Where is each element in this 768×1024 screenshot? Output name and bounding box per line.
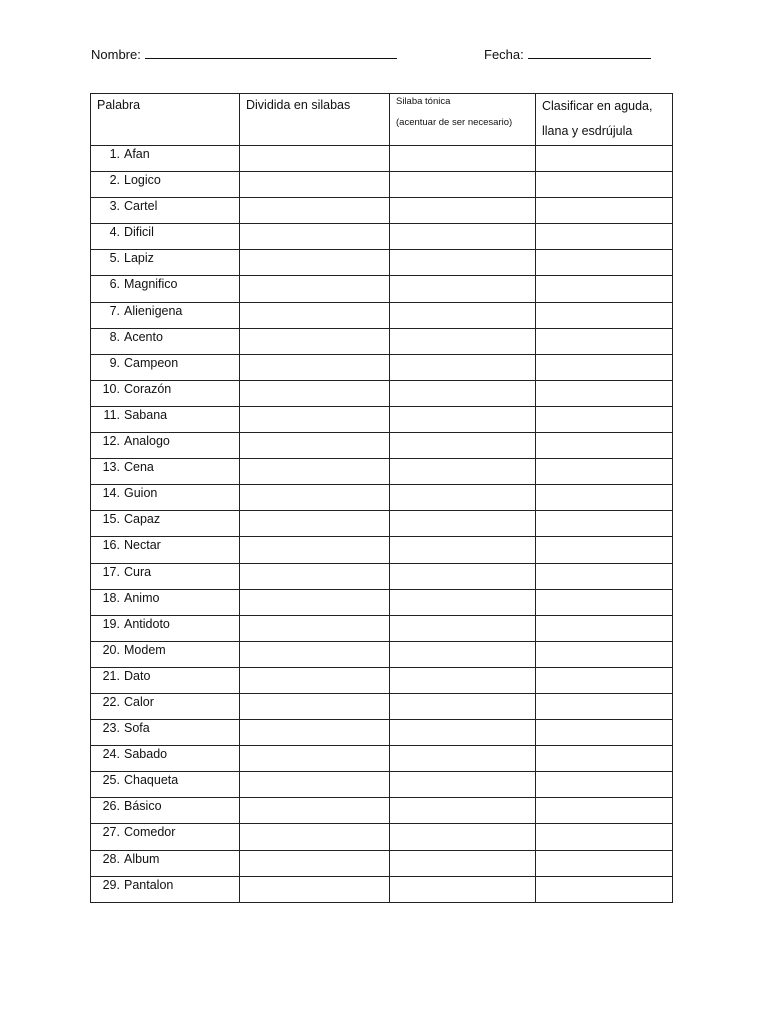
classification-cell[interactable] (536, 276, 673, 302)
item-word: Guion (124, 486, 158, 501)
item-number: 16. (102, 538, 120, 553)
classification-cell[interactable] (536, 537, 673, 563)
stressed-syllable-cell[interactable] (390, 511, 536, 537)
syllables-cell[interactable] (240, 328, 390, 354)
date-blank[interactable] (528, 47, 651, 59)
stressed-syllable-cell[interactable] (390, 172, 536, 198)
word-cell (91, 172, 240, 198)
item-word: Lapiz (124, 251, 154, 266)
syllables-cell[interactable] (240, 537, 390, 563)
classification-cell[interactable] (536, 798, 673, 824)
column-header-dividida (240, 94, 390, 146)
word-cell (91, 772, 240, 798)
word-cell (91, 250, 240, 276)
name-label: Nombre: (91, 47, 141, 62)
classification-cell[interactable] (536, 198, 673, 224)
syllables-cell[interactable] (240, 720, 390, 746)
item-word: Pantalon (124, 877, 174, 892)
word-cell (91, 850, 240, 876)
table-row (91, 720, 673, 746)
item-number: 12. (102, 434, 120, 449)
column-header-dividida-text: Dividida en silabas (246, 98, 351, 112)
table-row (91, 380, 673, 406)
stressed-syllable-cell[interactable] (390, 876, 536, 902)
table-row (91, 459, 673, 485)
syllables-cell[interactable] (240, 459, 390, 485)
stressed-syllable-cell[interactable] (390, 667, 536, 693)
word-cell (91, 667, 240, 693)
item-number: 3. (109, 199, 120, 214)
word-cell (91, 563, 240, 589)
stressed-syllable-cell[interactable] (390, 459, 536, 485)
stressed-syllable-cell[interactable] (390, 224, 536, 250)
classification-cell[interactable] (536, 146, 673, 172)
table-row (91, 824, 673, 850)
stressed-syllable-cell[interactable] (390, 354, 536, 380)
stressed-syllable-cell[interactable] (390, 198, 536, 224)
item-number: 15. (102, 512, 120, 527)
table-row (91, 354, 673, 380)
table-row (91, 485, 673, 511)
item-number: 11. (103, 407, 120, 422)
item-word: Magnifico (124, 277, 178, 292)
name-blank[interactable] (145, 47, 397, 59)
item-word: Animo (124, 590, 160, 605)
classification-cell[interactable] (536, 563, 673, 589)
table-row (91, 772, 673, 798)
item-number: 13. (102, 460, 120, 475)
classification-cell[interactable] (536, 850, 673, 876)
classification-cell[interactable] (536, 589, 673, 615)
classification-cell[interactable] (536, 876, 673, 902)
table-row (91, 563, 673, 589)
item-number: 20. (102, 642, 120, 657)
syllables-cell[interactable] (240, 876, 390, 902)
word-cell (91, 276, 240, 302)
item-word: Logico (124, 173, 161, 188)
word-cell (91, 824, 240, 850)
column-header-palabra-text: Palabra (97, 98, 141, 112)
word-cell (91, 198, 240, 224)
item-number: 28. (102, 851, 120, 866)
word-cell (91, 354, 240, 380)
table-row (91, 406, 673, 432)
column-header-palabra (91, 94, 240, 146)
item-word: Cena (124, 460, 154, 475)
classification-cell[interactable] (536, 406, 673, 432)
syllables-cell[interactable] (240, 772, 390, 798)
word-cell (91, 406, 240, 432)
item-word: Modem (124, 642, 166, 657)
syllables-cell[interactable] (240, 276, 390, 302)
column-header-silaba-tonica-note: (acentuar de ser necesario) (396, 117, 513, 128)
item-word: Acento (124, 329, 163, 344)
item-number: 4. (109, 225, 120, 240)
table-row (91, 198, 673, 224)
stressed-syllable-cell[interactable] (390, 563, 536, 589)
item-word: Alienigena (124, 303, 183, 318)
column-header-clasificar-line1: Clasificar en aguda, (542, 99, 653, 113)
item-number: 21. (102, 668, 120, 683)
item-word: Afan (124, 147, 150, 161)
item-number: 17. (102, 564, 120, 579)
worksheet-table (90, 93, 673, 903)
item-number: 22. (102, 694, 120, 709)
stressed-syllable-cell[interactable] (390, 720, 536, 746)
table-row (91, 328, 673, 354)
table-row (91, 511, 673, 537)
stressed-syllable-cell[interactable] (390, 615, 536, 641)
syllables-cell[interactable] (240, 250, 390, 276)
classification-cell[interactable] (536, 641, 673, 667)
word-cell (91, 746, 240, 772)
item-word: Básico (124, 799, 162, 814)
syllables-cell[interactable] (240, 667, 390, 693)
word-cell (91, 380, 240, 406)
classification-cell[interactable] (536, 328, 673, 354)
stressed-syllable-cell[interactable] (390, 589, 536, 615)
table-row (91, 615, 673, 641)
item-number: 19. (102, 616, 120, 631)
classification-cell[interactable] (536, 302, 673, 328)
word-cell (91, 798, 240, 824)
stressed-syllable-cell[interactable] (390, 746, 536, 772)
syllables-cell[interactable] (240, 511, 390, 537)
syllables-cell[interactable] (240, 563, 390, 589)
stressed-syllable-cell[interactable] (390, 772, 536, 798)
syllables-cell[interactable] (240, 224, 390, 250)
stressed-syllable-cell[interactable] (390, 485, 536, 511)
classification-cell[interactable] (536, 772, 673, 798)
column-header-clasificar (536, 94, 673, 146)
stressed-syllable-cell[interactable] (390, 693, 536, 719)
item-number: 26. (102, 799, 120, 814)
item-word: Corazón (124, 381, 172, 396)
item-word: Cura (124, 564, 152, 579)
stressed-syllable-cell[interactable] (390, 302, 536, 328)
item-word: Sabana (124, 407, 168, 422)
syllables-cell[interactable] (240, 146, 390, 172)
stressed-syllable-cell[interactable] (390, 380, 536, 406)
word-cell (91, 693, 240, 719)
column-header-silaba-tonica-text: Silaba tónica (396, 96, 451, 107)
item-number: 9. (109, 355, 120, 370)
item-number: 27. (102, 825, 120, 840)
date-label: Fecha: (484, 47, 524, 62)
name-field-line (91, 47, 397, 62)
table-row (91, 537, 673, 563)
word-cell (91, 459, 240, 485)
word-cell (91, 302, 240, 328)
item-word: Dato (124, 668, 151, 683)
syllables-cell[interactable] (240, 798, 390, 824)
table-row (91, 850, 673, 876)
syllables-cell[interactable] (240, 302, 390, 328)
classification-cell[interactable] (536, 720, 673, 746)
item-number: 10. (102, 381, 120, 396)
word-cell (91, 589, 240, 615)
table-row (91, 172, 673, 198)
stressed-syllable-cell[interactable] (390, 537, 536, 563)
item-number: 7. (109, 303, 120, 318)
classification-cell[interactable] (536, 459, 673, 485)
table-row (91, 589, 673, 615)
syllables-cell[interactable] (240, 198, 390, 224)
syllables-cell[interactable] (240, 641, 390, 667)
table-row (91, 798, 673, 824)
classification-cell[interactable] (536, 746, 673, 772)
item-number: 18. (102, 590, 120, 605)
item-word: Cartel (124, 199, 158, 214)
classification-cell[interactable] (536, 380, 673, 406)
stressed-syllable-cell[interactable] (390, 824, 536, 850)
word-cell (91, 641, 240, 667)
word-cell (91, 328, 240, 354)
item-number: 5. (109, 251, 120, 266)
item-word: Nectar (124, 538, 161, 553)
table-row (91, 693, 673, 719)
item-number: 8. (109, 329, 120, 344)
syllables-cell[interactable] (240, 406, 390, 432)
stressed-syllable-cell[interactable] (390, 328, 536, 354)
word-cell (91, 485, 240, 511)
table-row (91, 302, 673, 328)
item-number: 24. (102, 747, 120, 762)
item-number: 23. (102, 721, 120, 736)
word-cell (91, 537, 240, 563)
syllables-cell[interactable] (240, 589, 390, 615)
syllables-cell[interactable] (240, 172, 390, 198)
classification-cell[interactable] (536, 250, 673, 276)
stressed-syllable-cell[interactable] (390, 850, 536, 876)
item-word: Capaz (124, 512, 161, 527)
word-cell (91, 224, 240, 250)
item-word: Dificil (124, 225, 154, 240)
item-word: Album (124, 851, 160, 866)
item-word: Chaqueta (124, 773, 179, 788)
item-number: 6. (109, 277, 120, 292)
syllables-cell[interactable] (240, 485, 390, 511)
item-number: 1. (109, 147, 120, 161)
item-word: Sofa (124, 721, 150, 736)
stressed-syllable-cell[interactable] (390, 276, 536, 302)
item-word: Campeon (124, 355, 179, 370)
stressed-syllable-cell[interactable] (390, 250, 536, 276)
classification-cell[interactable] (536, 172, 673, 198)
classification-cell[interactable] (536, 511, 673, 537)
stressed-syllable-cell[interactable] (390, 798, 536, 824)
syllables-cell[interactable] (240, 433, 390, 459)
word-cell (91, 433, 240, 459)
syllables-cell[interactable] (240, 746, 390, 772)
table-row (91, 224, 673, 250)
word-cell (91, 511, 240, 537)
classification-cell[interactable] (536, 485, 673, 511)
item-word: Sabado (124, 747, 168, 762)
table-row (91, 250, 673, 276)
syllables-cell[interactable] (240, 824, 390, 850)
syllables-cell[interactable] (240, 354, 390, 380)
item-number: 29. (102, 877, 120, 892)
word-cell (91, 876, 240, 902)
column-header-silaba-tonica (390, 94, 536, 146)
table-row (91, 876, 673, 902)
item-number: 14. (102, 486, 120, 501)
table-body (91, 146, 673, 903)
table-header-row (91, 94, 673, 146)
table-row (91, 433, 673, 459)
classification-cell[interactable] (536, 693, 673, 719)
table-row (91, 641, 673, 667)
item-number: 25. (102, 773, 120, 788)
item-number: 2. (109, 173, 120, 188)
date-field-line (484, 47, 651, 62)
classification-cell[interactable] (536, 667, 673, 693)
item-word: Comedor (124, 825, 176, 840)
classification-cell[interactable] (536, 354, 673, 380)
item-word: Antidoto (124, 616, 170, 631)
word-cell (91, 146, 240, 172)
word-cell (91, 720, 240, 746)
table-row (91, 276, 673, 302)
word-cell (91, 615, 240, 641)
stressed-syllable-cell[interactable] (390, 146, 536, 172)
table-row (91, 667, 673, 693)
classification-cell[interactable] (536, 615, 673, 641)
stressed-syllable-cell[interactable] (390, 406, 536, 432)
table-row (91, 146, 673, 172)
syllables-cell[interactable] (240, 615, 390, 641)
item-word: Calor (124, 694, 154, 709)
syllables-cell[interactable] (240, 693, 390, 719)
item-word: Analogo (124, 434, 170, 449)
classification-cell[interactable] (536, 433, 673, 459)
syllables-cell[interactable] (240, 850, 390, 876)
classification-cell[interactable] (536, 824, 673, 850)
classification-cell[interactable] (536, 224, 673, 250)
stressed-syllable-cell[interactable] (390, 641, 536, 667)
table-row (91, 746, 673, 772)
stressed-syllable-cell[interactable] (390, 433, 536, 459)
column-header-clasificar-line2: llana y esdrújula (542, 124, 633, 138)
syllables-cell[interactable] (240, 380, 390, 406)
